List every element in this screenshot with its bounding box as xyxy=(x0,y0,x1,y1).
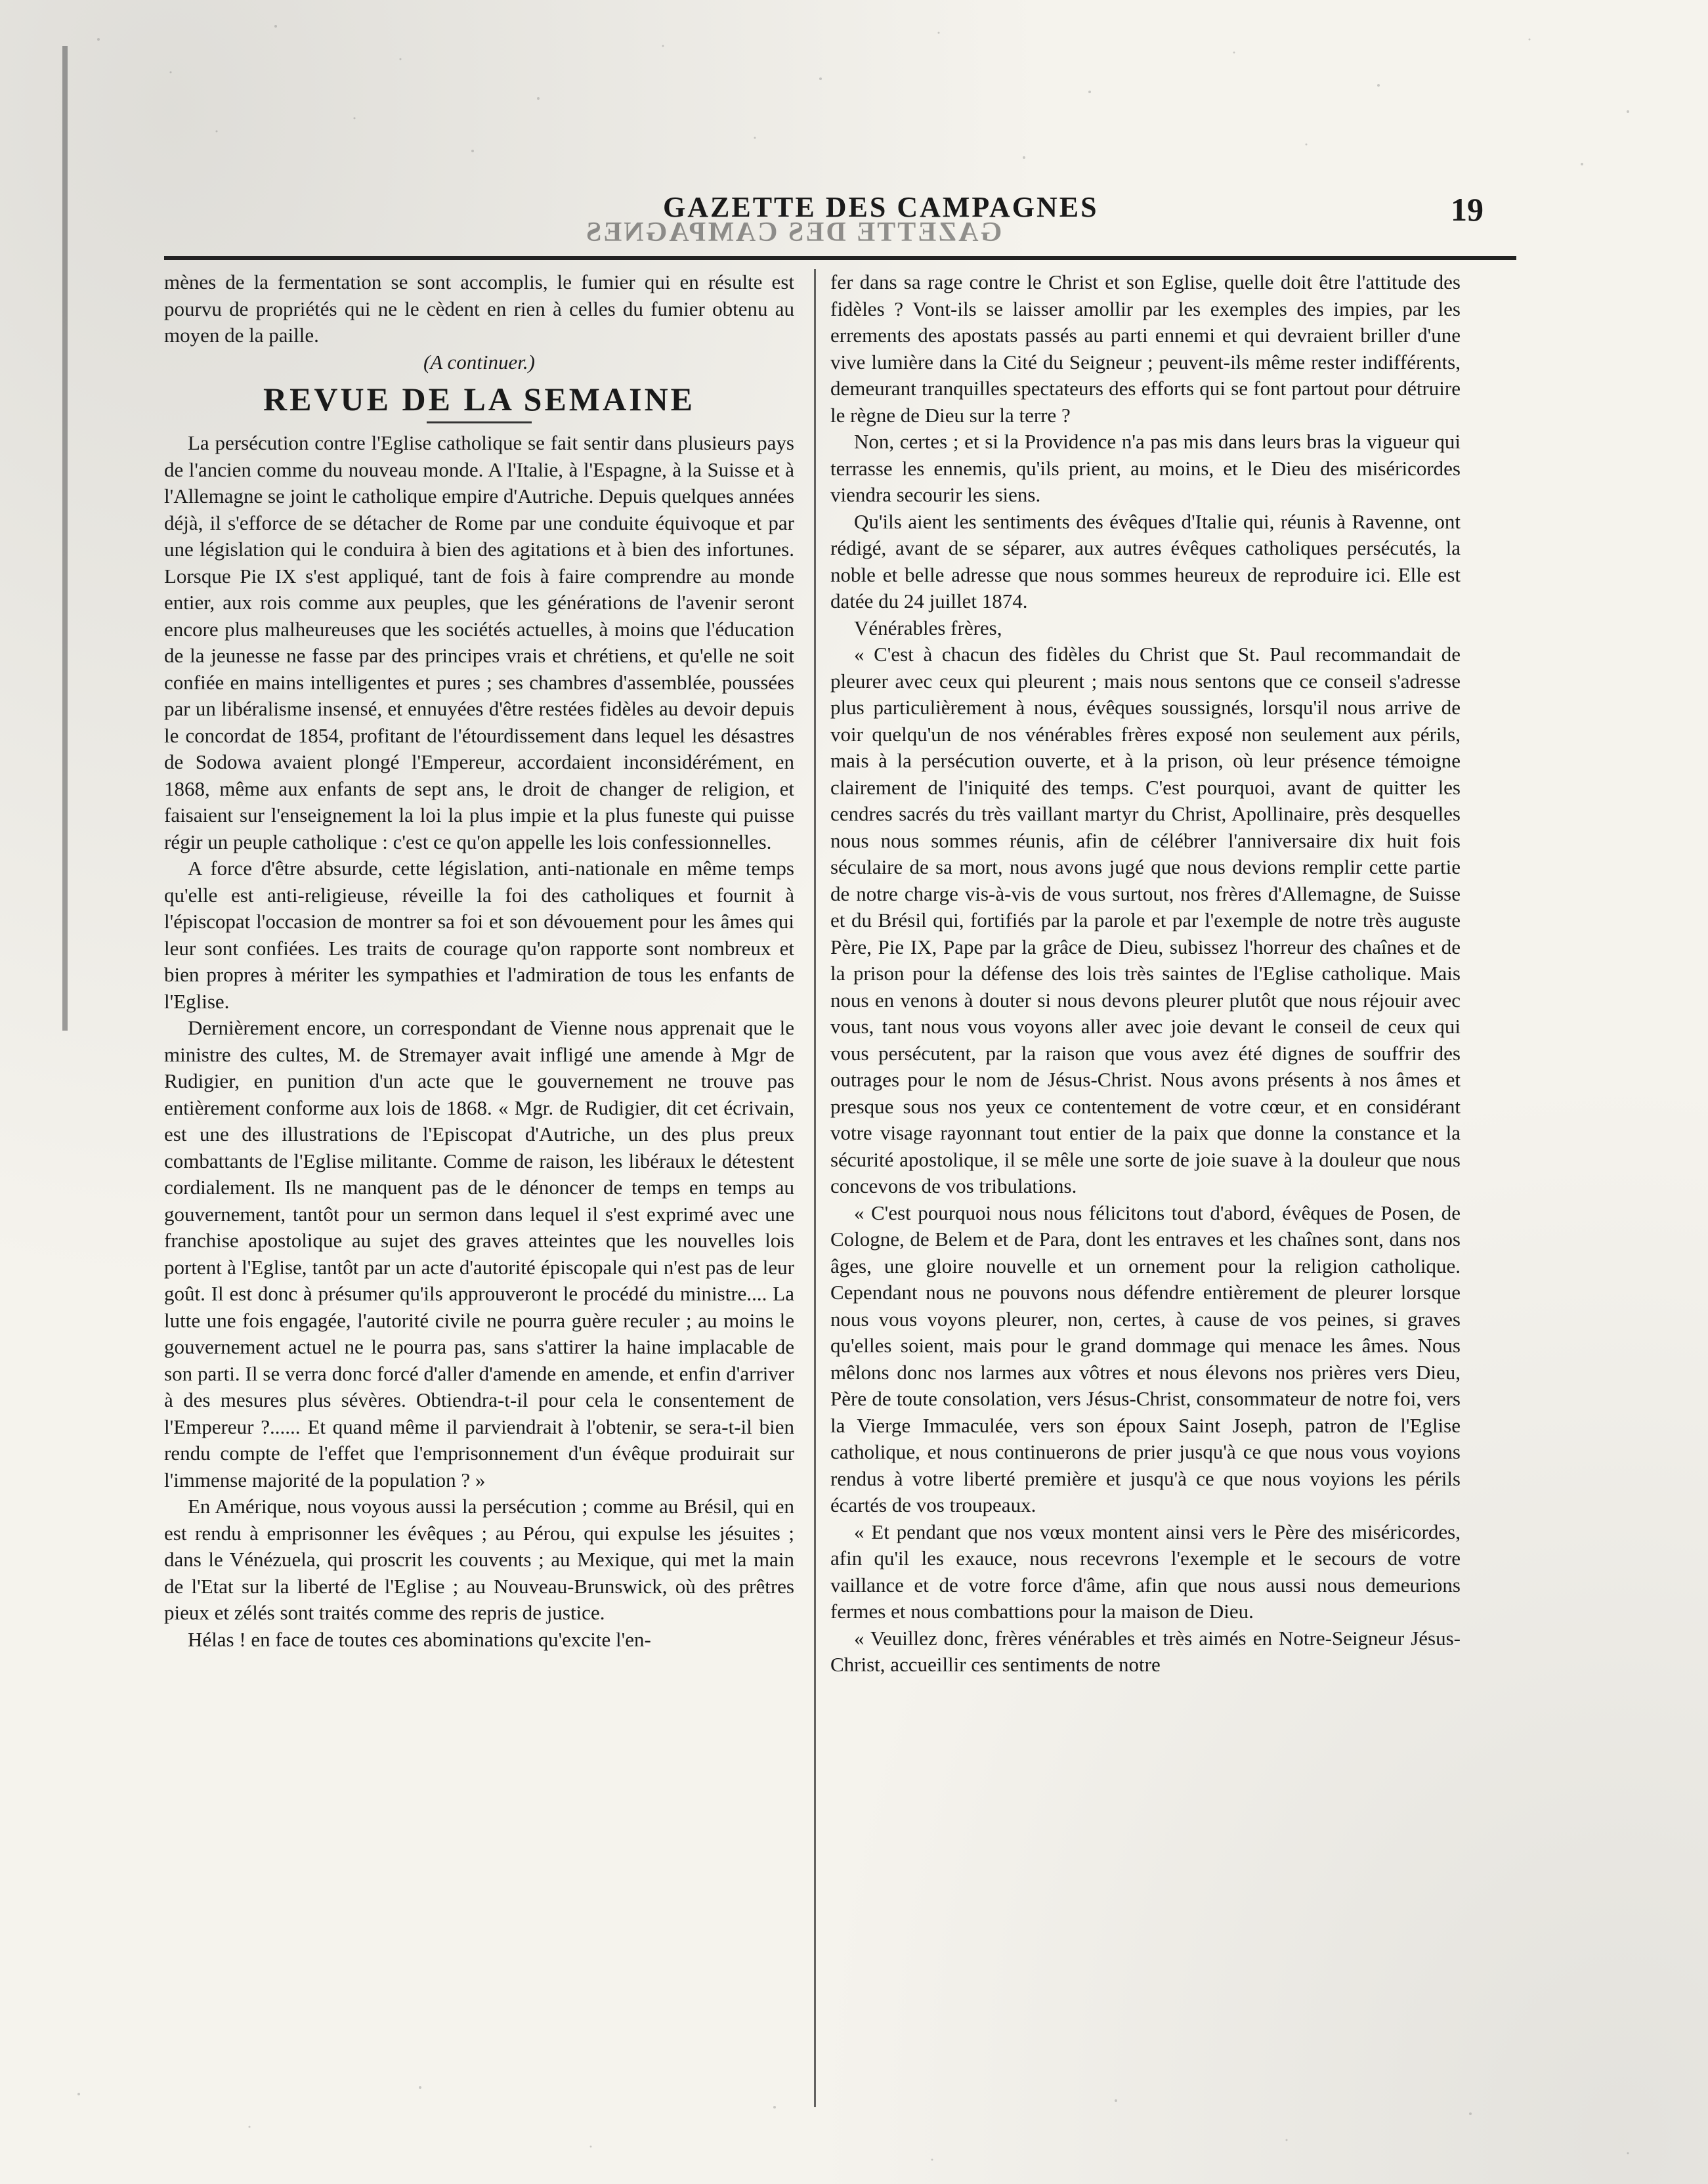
left-column xyxy=(164,269,794,1653)
header-rule xyxy=(164,256,1516,260)
heading-rule xyxy=(427,421,532,423)
page-number: 19 xyxy=(1451,191,1484,228)
scan-noise-top xyxy=(0,0,1708,197)
salutation: Vénérables frères, xyxy=(854,616,1002,639)
section-heading: REVUE DE LA SEMAINE xyxy=(263,381,696,418)
paragraph: En Amérique, nous voyous aussi la persécution ; comme au Brésil, qui en est rendu à emprisonner les évêques ; au Pérou, qui expulse les jésuites ; dans le Vénézuela, qui proscrit les couvents ; au Mexique, qui met la main de l'Etat sur la liberté de l'Eglise ; au Nouveau-Brunswick, où des prêtres pieux et zélés sont traités comme des repris de justice. xyxy=(164,1495,794,1624)
paragraph: Non, certes ; et si la Providence n'a pas mis dans leurs bras la vigueur qui terrasse les ennemis, qu'ils prient, au moins, et le Dieu des miséricordes viendra secourir les siens. xyxy=(830,430,1461,506)
paragraph: Hélas ! en face de toutes ces abominations qu'excite l'en- xyxy=(188,1627,651,1651)
paragraph: La persécution contre l'Eglise catholique se fait sentir dans plusieurs pays de l'ancien comme du nouveau monde. A l'Italie, à l'Espagne, à la Suisse et à l'Allemagne se joint le catholique empire d'Autriche. Depuis quelques années déjà, il s'efforce de se détacher de Rome par une conduite équivoque et par une législation qui le conduira à bien des agitations et à bien des infortunes. Lorsque Pie IX s'est appliqué, tant de fois à faire comprendre au monde entier, aux rois comme aux peuples, que les générations de l'avenir seront encore plus malheureuses que les sociétés actuelles, à moins que l'éducation de la jeunesse ne fasse par des principes vrais et chrétiens, et qu'elle ne soit confiée en mains intelligentes et pures ; ses chambres d'assemblée, poussées par un libéralisme insensé, et ennuyées d'être restées fidèles au devoir depuis le concordat de 1854, profitant de l'étourdissement dans lequel les désastres de Sodowa avaient plongé l'Empereur, accordaient inconsidérément, en 1868, même aux enfants de sept ans, le droit de changer de religion, et faisaient sur l'enseignement la loi la plus impie et la plus funeste qui puisse régir un peuple catholique : c'est ce qu'on appelle les lois confessionnelles. xyxy=(164,431,794,853)
paragraph: Dernièrement encore, un correspondant de Vienne nous apprenait que le ministre des cultes, M. de Stremayer avait infligé une amende à Mgr de Rudigier, en punition d'un acte que le gouvernement ne trouve pas entièrement conforme aux lois de 1868. « Mgr. de Rudigier, dit cet écrivain, est une des illustrations de l'Episcopat d'Autriche, un des plus preux combattants de l'Eglise militante. Comme de raison, les libéraux le détestent cordialement. Ils ne manquent pas de le dénoncer de temps en temps au gouvernement, tantôt pour un sermon dans lequel il s'est exprimé avec une franchise apostolique au sujet des graves atteintes que les nouvelles lois portent à l'Eglise, tantôt par un acte d'autorité épiscopale qui n'est pas de leur goût. Il est donc à présumer qu'ils approuveront le procédé du ministre.... La lutte une fois engagée, l'autorité civile ne pourra guère reculer ; au moins le gouvernement actuel ne le pourra pas, sans s'attirer la haine implacable de son parti. Il se verra donc forcé d'aller d'amende en amende, et enfin d'arriver à des mesures plus sévères. Obtiendra-t-il pour cela le consentement de l'Empereur ?...... Et quand même il parviendrait à l'obtenir, se sera-t-il bien rendu compte de l'effet que l'emprisonnement d'un évêque produirait sur l'immense majorité de la population ? » xyxy=(164,1016,794,1491)
paragraph: « C'est pourquoi nous nous félicitons tout d'abord, évêques de Posen, de Cologne, de Belem et de Para, dont les entraves et les chaînes sont, dans nos âges, une gloire nouvelle et un ornement pour la religion catholique. Cependant nous ne pouvons nous défendre entièrement de pleurer lorsque nous vous voyons pleurer, non, certes, à cause de vos peines, si graves qu'elles soient, mais pour le grand dommage qui menace les âmes. Nous mêlons donc nos larmes aux vôtres et nous élevons nos prières vers Dieu, Père de toute consolation, vers Jésus-Christ, consommateur de notre foi, vers la Vierge Immaculée, vers son époux Saint Joseph, patron de l'Eglise catholique, et nous continuerons de prier jusqu'à ce que nous vous voyions rendus à votre liberté première et jusqu'à ce que nous voyions les périls écartés de vos troupeaux. xyxy=(830,1201,1461,1516)
column-divider xyxy=(814,269,816,2107)
page-header xyxy=(164,190,1510,247)
paragraph: A force d'être absurde, cette législation, anti-nationale en même temps qu'elle est anti-religieuse, réveille la foi des catholiques et fournit à l'épiscopat l'occasion de montrer sa foi et son dévouement pour les âmes qui leur sont confiées. Les traits de courage qu'on rapporte sont nombreux et bien propres à mériter les sympathies et l'admiration de tous les enfants de l'Eglise. xyxy=(164,857,794,1013)
paragraph: fer dans sa rage contre le Christ et son Eglise, quelle doit être l'attitude des fidèles ? Vont-ils se laisser amollir par les exemples des impies, par les errements des apostats passés au parti ennemi et qui devraient briller d'une vive lumière dans la Cité du Seigneur ; peuvent-ils même rester indifférents, demeurant tranquilles spectateurs des efforts qui se font partout pour détruire le règne de Dieu sur la terre ? xyxy=(830,270,1461,427)
newspaper-title: GAZETTE DES CAMPAGNES xyxy=(663,191,1099,223)
paragraph: Qu'ils aient les sentiments des évêques d'Italie qui, réunis à Ravenne, ont rédigé, avant de se séparer, aux autres évêques catholiques persécutés, la noble et belle adresse que nous sommes heureux de reproduire ici. Elle est datée du 24 juillet 1874. xyxy=(830,509,1461,612)
bleed-through-title: GAZETTE DES CAMPAGNES xyxy=(584,217,1002,247)
page-edge-shadow xyxy=(62,46,68,1031)
scan-noise-bottom xyxy=(0,2068,1708,2184)
paragraph: « C'est à chacun des fidèles du Christ que St. Paul recommandait de pleurer avec ceux qui pleurent ; mais nous sentons que ce conseil s'adresse plus particulièrement à nous, évêques soussignés, lorsqu'il nous arrive de voir quelqu'un de nos vénérables frères exposé non seulement aux périls, mais à la persécution ouverte, et à la prison, où leur présence témoigne clairement de l'iniquité des temps. C'est pourquoi, avant de quitter les cendres sacrés du très vaillant martyr du Christ, Apollinaire, près desquelles nous nous sommes réunis, afin de célébrer l'anniversaire dix huit fois séculaire de sa mort, nous avons jugé que nous devions remplir cette partie de notre charge vis-à-vis de vous surtout, nos frères d'Allemagne, de Suisse et du Brésil qui, fortifiés par la parole et par l'exemple de notre très auguste Père, Pie IX, Pape par la grâce de Dieu, subissez l'horreur des chaînes et de la prison pour la défense des lois très saintes de l'Eglise catholique. Mais nous en venons à douter si nous devons pleurer plutôt que nous réjouir avec vous, tant nous vous voyons aller avec joie devant le conseil de ceux qui vous persécutent, par la raison que vous avez été dignes de souffrir des outrages pour le nom de Jésus-Christ. Nous avons présents à nos âmes et presque sous nos yeux ce contentement de votre cœur, et en considérant votre visage rayonnant tout entier de la paix que donne la constance et la sécurité apostolique, il se mêle une sorte de joie suave à la douleur que nous concevons de vos tribulations. xyxy=(830,643,1461,1197)
right-column xyxy=(830,269,1461,1679)
paragraph: « Et pendant que nos vœux montent ainsi vers le Père des miséricordes, afin qu'il les exauce, nous recevrons l'exemple et le secours de votre vaillance et de votre force d'âme, afin que nous aussi nous demeurions fermes et nous combattions pour la maison de Dieu. xyxy=(830,1520,1461,1623)
continuation-note: (A continuer.) xyxy=(423,350,535,374)
paragraph: « Veuillez donc, frères vénérables et très aimés en Notre-Seigneur Jésus-Christ, accueillir ces sentiments de notre xyxy=(830,1626,1461,1676)
article-fragment: mènes de la fermentation se sont accomplis, le fumier qui en résulte est pourvu de propriétés qui ne le cèdent en rien à celles du fumier obtenu au moyen de la paille. xyxy=(164,270,794,347)
